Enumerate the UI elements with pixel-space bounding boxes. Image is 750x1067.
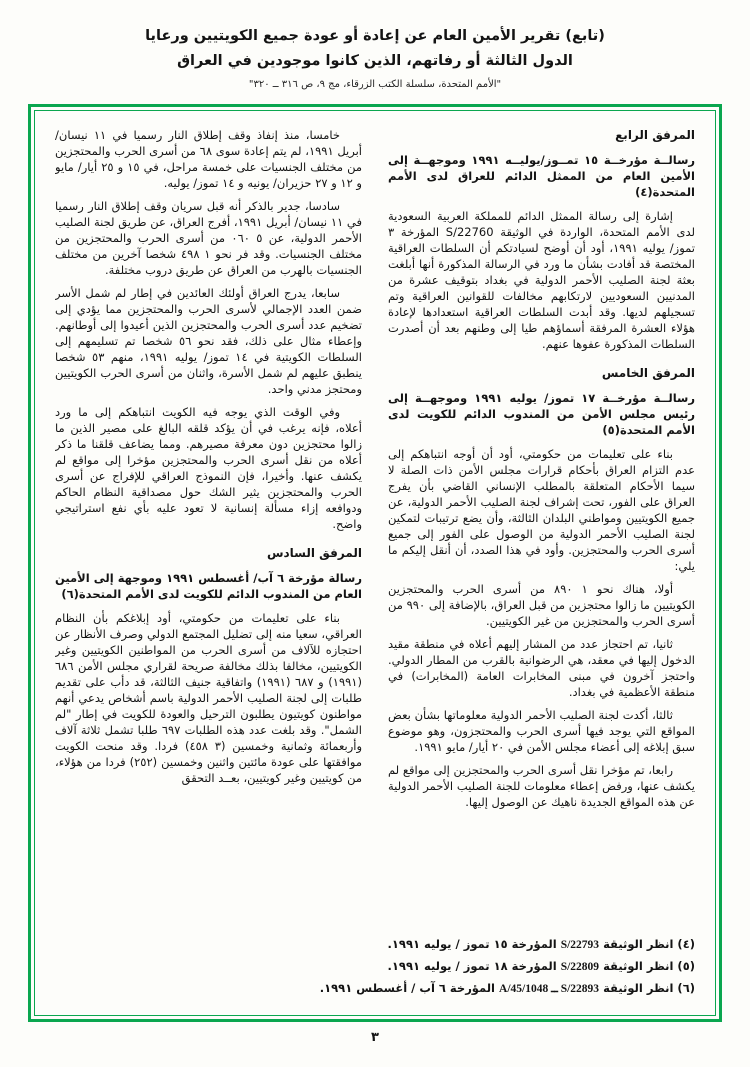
annex5-point-2: ثانيا، تم احتجاز عدد من المشار إليهم أعلاه في منطقة مقيد الدخول إليها في معقد، هي الرضوانية بالقرب من المطار الدولي. واحتجز آخرون في مبنى المخابرات العامة (المخابرات) في منطقة الأعظمية في بغداد. (388, 637, 695, 699)
report-title-line1: (تابع) تقرير الأمين العام عن إعادة أو عودة جميع الكويتيين ورعايا (145, 28, 605, 44)
footnote-5-text: (٥) انظر الوثيقة (603, 959, 695, 973)
annex5-heading: المرفق الخامس (601, 366, 695, 380)
annex6-subheading: رسالة مؤرخة ٦ آب/ أغسطس ١٩٩١ وموجهة إلى الأمين العام من المندوب الدائم للكويت لدى الأمم المتحدة(٦) (55, 571, 362, 601)
annex5-point-4: رابعا، تم مؤخرا نقل أسرى الحرب والمحتجزين إلى مواقع لم يكشف عنها، ورفض إعطاء معلومات للجنة الصليب الأحمر الدولية عن هذه المواقع الجديدة ناهيك عن الوصول إليها. (388, 763, 695, 809)
annex5-point-7: سابعا، يدرج العراق أولئك العائدين في إطار لم شمل الأسر ضمن العدد الإجمالي لأسرى الحرب والمحتجزين مما يؤدي إلى تضخيم عدد أسرى الحرب والمحتجزين الذين أعيدوا إلى أوطانهم. وإعطاء مثال على ذلك، فقد نحو ٥٦ شخصا تم تسليمهم إلى السلطات الكويتية في ١٤ تموز/ يوليه ١٩٩١، منهم ٥٣ شخصا ينطبق عليهم لم شمل الأسرة، واثنان من أسرى الحرب الكويتيين ومحتجز مدني واحد. (55, 286, 363, 396)
footnote-6-text: (٦) انظر الوثيقة (603, 981, 695, 995)
annex5-point-5: خامسا، منذ إنفاذ وقف إطلاق النار رسميا في ١١ نيسان/ أبريل ١٩٩١، لم يتم إعادة سوى ٦٨ من أسرى الحرب والمحتجزين من مختلف الجنسيات على خمسة مراحل، في ١٥ و ٢٥ أيار/ مايو و ١٢ و ٢٧ حزيران/ يونيه و ١٤ تموز/ يوليه. (55, 128, 363, 190)
annex5-point-6: سادسا، جدير بالذكر أنه قبل سريان وقف إطلاق النار رسميا في ١١ نيسان/ أبريل ١٩٩١، أفرج العراق، عن طريق لجنة الصليب الأحمر الدولية، عن ٥ ٠٦٠ من أسرى الحرب والمحتجزين من مختلف الجنسيات. وقد فر نحو ١ ٤٩٨ شخصا آخرين من مختلف الجنسيات بالهرب من العراق عن طريق دروب مختلفة. (55, 199, 362, 277)
column-left (55, 127, 362, 911)
footnote-5-doc-number: S/22809 (560, 961, 600, 973)
annex5-subheading: رسالــة مؤرخــة ١٧ تموز/ يوليه ١٩٩١ وموجهــة إلى رئيس مجلس الأمن من المندوب الدائم للكويت لدى الأمم المتحدة(٥) (388, 391, 695, 437)
footnotes (55, 937, 695, 1003)
annex5-closing-paragraph: وفي الوقت الذي يوجه فيه الكويت انتباهكم إلى ما ورد أعلاه، فإنه يرغب في أن يؤكد قلقه البالغ على مصير الذين ما زالوا محتجزين دون معرفة مصيرهم. ومما يضاعف قلقنا ما ذكر أعلاه من نقل أسرى الحرب والمحتجزين مؤخرا إلى مواقع لم يكشف عنها. وأخيرا، فإن النموذج العراقي للإفراج عن أسرى الحرب والمحتجزين يثير الشك حول مصداقية النظام الحاكم ودوافعه إزاء مسألة إنسانية لا تعود عليه بأي نفع استراتيجي واضح. (55, 405, 362, 531)
annex4-heading: المرفق الرابع (615, 128, 695, 142)
page-number: ٣ (371, 1030, 379, 1045)
text-columns (55, 127, 695, 911)
footnote-5-date: المؤرخة ١٨ تموز / يوليه ١٩٩١. (387, 959, 557, 973)
annex4-subheading: رسالــة مؤرخــة ١٥ تمــوز/يوليــه ١٩٩١ وموجهــة إلى الأمين العام من الممثل الدائم للعراق لدى الأمم المتحدة(٤) (388, 153, 695, 199)
footnote-5 (55, 959, 695, 973)
annex5-point-1: أولا، هناك نحو ١ ٨٩٠ من أسرى الحرب والمحتجزين الكويتيين ما زالوا محتجزين من قبل العراق، بالإضافة إلى ٩٩٠ من أسرى الحرب والمحتجزين من غير الكويتيين. (388, 582, 695, 628)
annex5-point-3: ثالثا، أكدت لجنة الصليب الأحمر الدولية معلوماتها بشأن بعض المواقع التي يوجد فيها أسرى الحرب والمحتجزون، وهو موضوع سبق إبلاغه إلى أعضاء مجلس الأمن في ٢٠ أيار/ مايو ١٩٩١. (388, 708, 695, 754)
annex5-intro-paragraph: بناء على تعليمات من حكومتي، أود أن أوجه انتباهكم إلى عدم التزام العراق بأحكام قرارات مجلس الأمن ذات الصلة لا سيما الأحكام المتعلقة بالمطلب الإنساني القاضي بأن يفرج العراق على الفور، تحت إشراف لجنة الصليب الأحمر الدولية، عن جميع الكويتيين ومواطني البلدان الثالثة، وأن يضع ترتيبات لتمكين لجنة الصليب الأحمر الدولية من الوصول على الفور إلى جميع أسرى الحرب والمحتجزين. وأود في هذا الصدد، أن أنقل إليكم ما يلي: (388, 447, 695, 573)
footnote-6-date: المؤرخة ٦ آب / أغسطس ١٩٩١. (319, 981, 495, 995)
annex6-body-paragraph: بناء على تعليمات من حكومتي، أود إبلاغكم بأن النظام العراقي، سعيا منه إلى تضليل المجتمع الدولي وصرف الأنظار عن احتجازه للآلاف من أسرى الحرب من المواطنين الكويتيين وغير الكويتيين، مخالفا بذلك مخالفة صريحة لقراري مجلس الأمن ٦٨٦ (١٩٩١) و ٦٨٧ (١٩٩١) واتفاقية جنيف الثالثة، قد دأب على تقديم طلبات إلى لجنة الصليب الأحمر الدولية باسم أشخاص يدعي أنهم مواطنون كويتيون يطلبون الترحيل والعودة للكويت في إطار "لم الشمل". وقد بلغت عدد هذه الطلبات ٦٩٧ طلبا تشمل ثلاثة آلاف وأربعمائة وثمانية وخمسين (٣ ٤٥٨) فردا. وقد منحت الكويت موافقتها على عودة مائتين واثنين وخمسين (٢٥٢) فردا من هؤلاء، من كويتيين وغير كويتيين، بعــد التحقق (55, 611, 363, 785)
annex6-heading: المرفق السادس (266, 546, 362, 560)
source-citation: "الأمم المتحدة، سلسلة الكتب الزرقاء، مج ٩، ص ٣١٦ ــ ٣٢٠" (248, 79, 502, 90)
footnote-4-doc-number: S/22793 (560, 939, 600, 951)
footnote-6 (55, 981, 695, 995)
footnote-4-date: المؤرخة ١٥ تموز / يوليه ١٩٩١. (387, 937, 557, 951)
annex4-body-paragraph: إشارة إلى رسالة الممثل الدائم للمملكة العربية السعودية لدى الأمم المتحدة، الواردة في الوثيقة S/22760 المؤرخة ٣ تموز/ يوليه ١٩٩١، أود أن أوضح لسيادتكم أن السلطات العراقية المختصة قد أفادت بشأن ما ورد في الرسالة المذكورة أنها أبلغت بعثة لجنة الصليب الأحمر الدولية في بغداد بتوقيف عشرة من المدنيين السعوديين لارتكابهم مخالفات للقوانين العراقية وتم تسجيلهم لديها. وقد أبدت السلطات العراقية استعدادها لإعادة هؤلاء العشرة المرفقة أسماؤهم طيا إلى وطنهم بعد أن أصدرت السلطات المذكورة عفوها عنهم. (388, 209, 695, 351)
footnote-4 (55, 937, 695, 951)
column-right (388, 127, 695, 911)
document-frame-inner (34, 110, 716, 1016)
report-title-line2: الدول الثالثة أو رفاتهم، الذين كانوا موجودين في العراق (177, 53, 573, 69)
document-frame-outer (28, 104, 722, 1022)
page-header (0, 0, 750, 90)
footnote-4-text: (٤) انظر الوثيقة (603, 937, 695, 951)
footnote-6-doc-number: S/22893 ــ A/45/1048 (499, 983, 600, 995)
